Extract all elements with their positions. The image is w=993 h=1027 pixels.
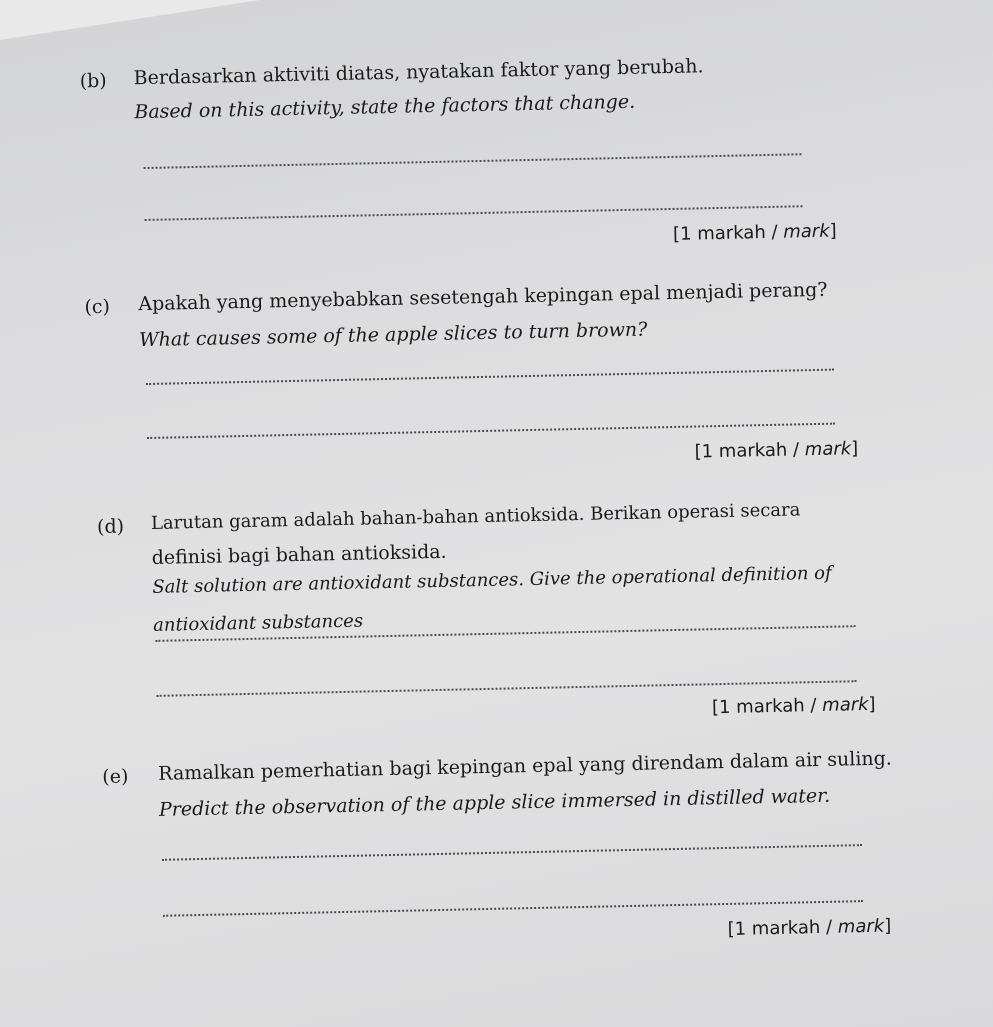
- question-text-malay: Ramalkan pemerhatian bagi kepingan epal yang direndam dalam air suling.: [158, 747, 893, 785]
- question-text-malay: Larutan garam adalah bahan-bahan antioksida. Berikan operasi secara: [150, 499, 801, 534]
- question-text-english: Salt solution are antioxidant substances. Give the operational definition of: [152, 562, 832, 598]
- answer-line[interactable]: [146, 369, 834, 385]
- question-label: (e): [102, 765, 129, 789]
- mark-allocation: [1 markah / mark]: [672, 220, 837, 245]
- question-label: (d): [96, 515, 125, 539]
- answer-line[interactable]: [145, 205, 803, 221]
- question-label: (c): [84, 295, 111, 319]
- question-text-malay: definisi bagi bahan antioksida.: [151, 540, 447, 569]
- mark-allocation: [1 markah / mark]: [727, 915, 892, 940]
- question-text-english: What causes some of the apple slices to turn brown?: [138, 318, 648, 352]
- answer-line[interactable]: [163, 900, 863, 917]
- mark-allocation: [1 markah / mark]: [694, 438, 859, 463]
- answer-line[interactable]: [162, 844, 862, 861]
- mark-allocation: [1 markah / mark]: [711, 693, 876, 719]
- question-text-malay: Berdasarkan aktiviti diatas, nyatakan faktor yang berubah.: [133, 55, 704, 90]
- answer-line[interactable]: [157, 680, 857, 697]
- answer-line[interactable]: [144, 153, 802, 169]
- question-text-english: Predict the observation of the apple slice immersed in distilled water.: [158, 784, 831, 821]
- answer-line[interactable]: [147, 423, 835, 439]
- question-text-english: antioxidant substances: [152, 610, 364, 636]
- question-text-malay: Apakah yang menyebabkan sesetengah kepingan epal menjadi perang?: [138, 278, 828, 316]
- question-label: (b): [79, 69, 107, 93]
- question-text-english: Based on this activity, state the factors that change.: [134, 90, 636, 124]
